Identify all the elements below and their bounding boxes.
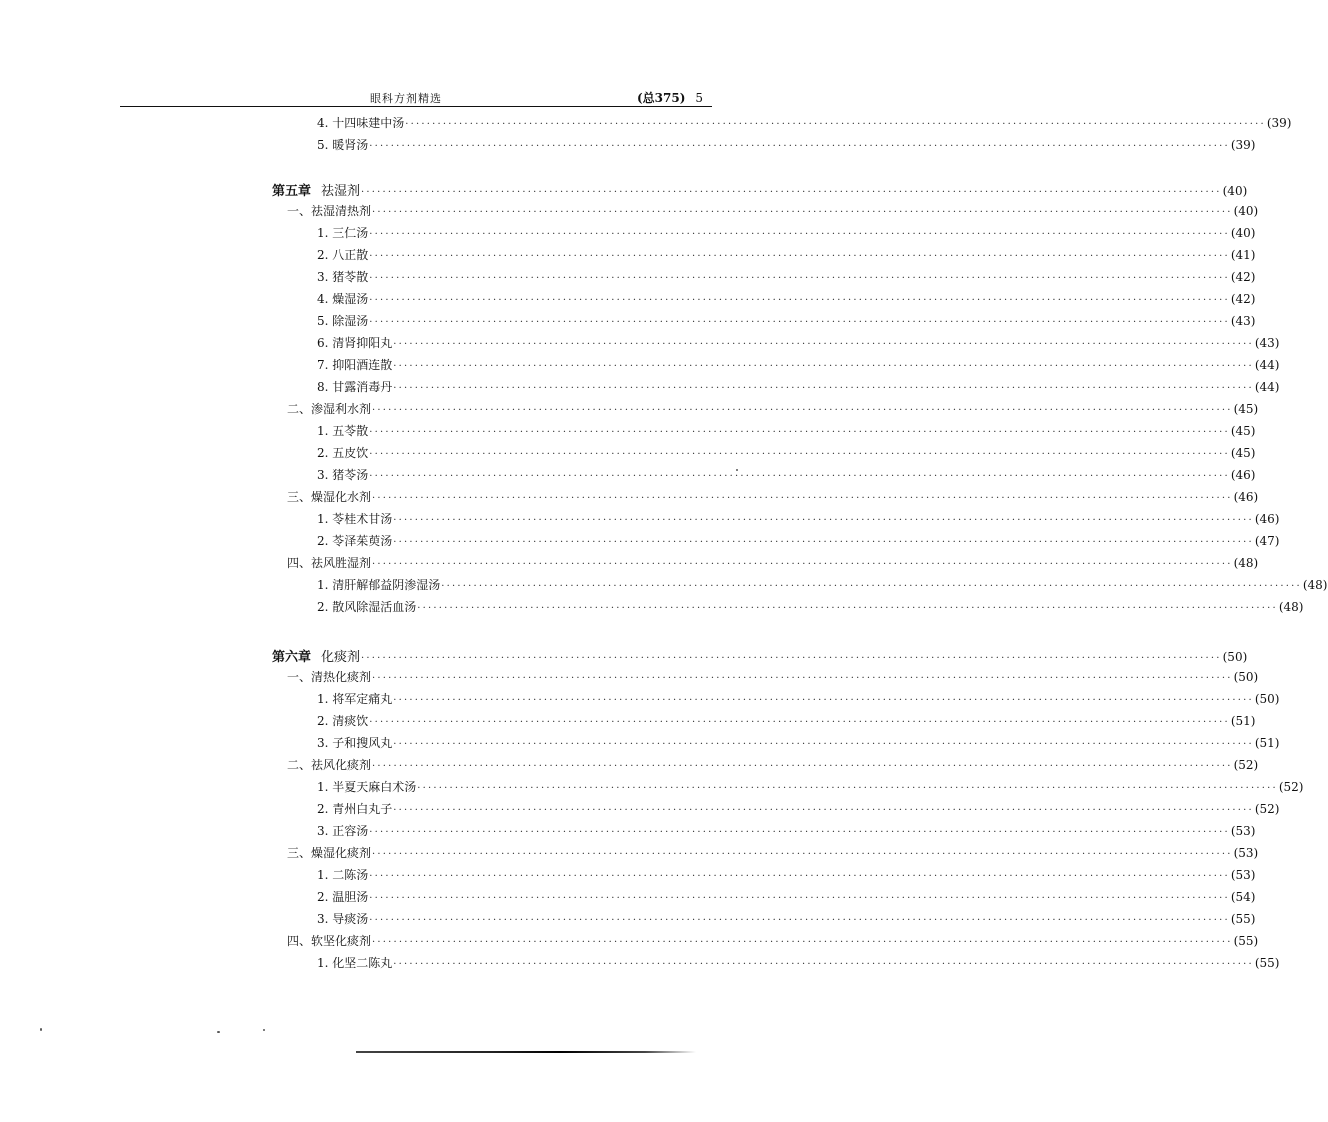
- toc-page-ref: (51): [1230, 714, 1256, 728]
- leader-dots: ································································································································································: [369, 273, 1230, 284]
- leader-dots: ································································································································································: [372, 673, 1233, 684]
- leader-dots: ································································································································································: [369, 427, 1230, 438]
- toc-item-entry: [317, 532, 1280, 552]
- toc-page-ref: (46): [1233, 490, 1259, 504]
- toc-page-ref: (54): [1230, 890, 1256, 904]
- leader-dots: ································································································································································: [393, 959, 1254, 970]
- leader-dots: ································································································································································: [393, 383, 1254, 394]
- toc-entry-label: 四、软坚化痰剂: [287, 934, 372, 948]
- toc-page-ref: (48): [1302, 578, 1328, 592]
- leader-dots: ································································································································································: [372, 493, 1233, 504]
- footer-rule: [356, 1051, 696, 1053]
- toc-page-ref: (50): [1233, 670, 1259, 684]
- leader-dots: ································································································································································: [405, 119, 1266, 130]
- toc-page-ref: (42): [1230, 270, 1256, 284]
- leader-dots: ································································································································································: [372, 405, 1233, 416]
- toc-item-entry: [317, 268, 1256, 288]
- leader-dots: ································································································································································: [393, 339, 1254, 350]
- toc-page-ref: (41): [1230, 248, 1256, 262]
- toc-item-entry: [317, 114, 1292, 134]
- toc-entry-label: 二、祛风化痰剂: [287, 758, 372, 772]
- toc-section-entry: [287, 400, 1259, 420]
- leader-dots: ································································································································································: [393, 537, 1254, 548]
- toc-entry-label: [272, 646, 361, 665]
- toc-item-entry: [317, 576, 1328, 596]
- toc-item-entry: [317, 246, 1256, 266]
- toc-item-entry: [317, 312, 1256, 332]
- toc-page-ref: (47): [1254, 534, 1280, 548]
- leader-dots: ································································································································································: [361, 653, 1222, 664]
- toc-entry-label: 2. 苓泽茱萸汤: [317, 534, 393, 548]
- toc-entry-label: 三、燥湿化痰剂: [287, 846, 372, 860]
- toc-page-ref: (55): [1230, 912, 1256, 926]
- chapter-number: 第六章: [272, 650, 312, 665]
- leader-dots: ································································································································································: [369, 893, 1230, 904]
- toc-entry-label: 3. 正容汤: [317, 824, 369, 838]
- toc-entry-label: [272, 180, 361, 199]
- toc-section-entry: [287, 554, 1259, 574]
- leader-dots: ································································································································································: [369, 717, 1230, 728]
- toc-item-entry: [317, 888, 1256, 908]
- toc-section-entry: [287, 202, 1259, 222]
- toc-page-ref: (43): [1254, 336, 1280, 350]
- toc-item-entry: [317, 224, 1256, 244]
- toc-page-ref: (46): [1230, 468, 1256, 482]
- toc-entry-label: 2. 散风除湿活血汤: [317, 600, 417, 614]
- toc-page-ref: (51): [1254, 736, 1280, 750]
- toc-page-ref: (43): [1230, 314, 1256, 328]
- toc-entry-label: 8. 甘露消毒丹: [317, 380, 393, 394]
- leader-dots: ································································································································································: [369, 251, 1230, 262]
- toc-entry-label: 1. 化坚二陈丸: [317, 956, 393, 970]
- toc-entry-label: 4. 十四味建中汤: [317, 116, 405, 130]
- toc-item-entry: [317, 510, 1280, 530]
- toc-entry-label: 3. 导痰汤: [317, 912, 369, 926]
- toc-page-ref: (40): [1222, 184, 1248, 198]
- toc-page-ref: (46): [1254, 512, 1280, 526]
- page-number: 5: [695, 91, 704, 105]
- chapter-title: 化痰剂: [321, 650, 361, 665]
- toc-page-ref: (53): [1233, 846, 1259, 860]
- scan-speck: [217, 1031, 220, 1033]
- toc-page-ref: (48): [1278, 600, 1304, 614]
- toc-item-entry: [317, 466, 1256, 486]
- toc-page-ref: (50): [1254, 692, 1280, 706]
- toc-chapter-entry: [272, 646, 1248, 666]
- toc-entry-label: 1. 将军定痛丸: [317, 692, 393, 706]
- toc-entry-label: 2. 五皮饮: [317, 446, 369, 460]
- leader-dots: ································································································································································: [369, 229, 1230, 240]
- chapter-title: 祛湿剂: [321, 184, 361, 199]
- toc-entry-label: 5. 除湿汤: [317, 314, 369, 328]
- leader-dots: ································································································································································: [369, 317, 1230, 328]
- toc-entry-label: 2. 青州白丸子: [317, 802, 393, 816]
- toc-entry-label: 1. 五苓散: [317, 424, 369, 438]
- header-rule: [120, 106, 712, 107]
- toc-entry-label: 4. 燥湿汤: [317, 292, 369, 306]
- toc-section-entry: [287, 844, 1259, 864]
- toc-page-ref: (39): [1230, 138, 1256, 152]
- toc-item-entry: [317, 690, 1280, 710]
- toc-entry-label: 7. 抑阳酒连散: [317, 358, 393, 372]
- toc-page-ref: (53): [1230, 824, 1256, 838]
- leader-dots: ································································································································································: [372, 761, 1233, 772]
- toc-item-entry: [317, 800, 1280, 820]
- toc-entry-label: 一、祛湿清热剂: [287, 204, 372, 218]
- leader-dots: ································································································································································: [369, 471, 1230, 482]
- toc-item-entry: [317, 866, 1256, 886]
- toc-item-entry: [317, 136, 1256, 156]
- leader-dots: ································································································································································: [372, 849, 1233, 860]
- running-title: 眼科方剂精选: [370, 92, 442, 105]
- toc-item-entry: [317, 334, 1280, 354]
- leader-dots: ································································································································································: [372, 937, 1233, 948]
- toc-item-entry: [317, 822, 1256, 842]
- toc-item-entry: [317, 444, 1256, 464]
- leader-dots: ································································································································································: [361, 187, 1222, 198]
- toc-entry-label: 四、祛风胜湿剂: [287, 556, 372, 570]
- toc-entry-label: 一、清热化痰剂: [287, 670, 372, 684]
- leader-dots: ································································································································································: [417, 603, 1278, 614]
- toc-page-ref: (52): [1254, 802, 1280, 816]
- toc-page-ref: (40): [1230, 226, 1256, 240]
- toc-entry-label: 2. 温胆汤: [317, 890, 369, 904]
- toc-entry-label: 1. 二陈汤: [317, 868, 369, 882]
- toc-page-ref: (45): [1230, 424, 1256, 438]
- toc-item-entry: [317, 734, 1280, 754]
- leader-dots: ································································································································································: [369, 449, 1230, 460]
- leader-dots: ································································································································································: [393, 739, 1254, 750]
- toc-item-entry: [317, 910, 1256, 930]
- toc-page-ref: (50): [1222, 650, 1248, 664]
- toc-entry-label: 5. 暖肾汤: [317, 138, 369, 152]
- toc-entry-label: 1. 半夏天麻白术汤: [317, 780, 417, 794]
- toc-page-ref: (45): [1233, 402, 1259, 416]
- toc-entry-label: 三、燥湿化水剂: [287, 490, 372, 504]
- toc-page-ref: (44): [1254, 380, 1280, 394]
- leader-dots: ································································································································································: [393, 361, 1254, 372]
- toc-item-entry: [317, 422, 1256, 442]
- scan-speck: [40, 1028, 42, 1031]
- toc-page-ref: (39): [1266, 116, 1292, 130]
- toc-page-ref: (52): [1278, 780, 1304, 794]
- toc-entry-label: 2. 八正散: [317, 248, 369, 262]
- leader-dots: ································································································································································: [393, 695, 1254, 706]
- toc-section-entry: [287, 756, 1259, 776]
- chapter-number: 第五章: [272, 184, 312, 199]
- toc-entry-label: 1. 三仁汤: [317, 226, 369, 240]
- toc-item-entry: [317, 712, 1256, 732]
- toc-page-ref: (40): [1233, 204, 1259, 218]
- toc-page-ref: (53): [1230, 868, 1256, 882]
- toc-entry-label: 3. 猪苓汤: [317, 468, 369, 482]
- leader-dots: ································································································································································: [369, 915, 1230, 926]
- toc-page-ref: (42): [1230, 292, 1256, 306]
- leader-dots: ································································································································································: [393, 515, 1254, 526]
- page-number-group: [637, 89, 703, 106]
- toc-item-entry: [317, 778, 1304, 798]
- toc-page-ref: (45): [1230, 446, 1256, 460]
- toc-page-ref: (44): [1254, 358, 1280, 372]
- toc-item-entry: [317, 290, 1256, 310]
- toc-page-ref: (52): [1233, 758, 1259, 772]
- toc-entry-label: 3. 猪苓散: [317, 270, 369, 284]
- toc-entry-label: 1. 清肝解郁益阴渗湿汤: [317, 578, 441, 592]
- toc-section-entry: [287, 668, 1259, 688]
- toc-entry-label: 二、渗湿利水剂: [287, 402, 372, 416]
- leader-dots: ································································································································································: [417, 783, 1278, 794]
- leader-dots: ································································································································································: [441, 581, 1302, 592]
- toc-entry-label: 1. 苓桂术甘汤: [317, 512, 393, 526]
- toc-item-entry: [317, 356, 1280, 376]
- toc-item-entry: [317, 598, 1304, 618]
- toc-item-entry: [317, 954, 1280, 974]
- toc-entry-label: 2. 清痰饮: [317, 714, 369, 728]
- leader-dots: ································································································································································: [369, 871, 1230, 882]
- leader-dots: ································································································································································: [369, 295, 1230, 306]
- toc-page-ref: (55): [1233, 934, 1259, 948]
- toc-section-entry: [287, 488, 1259, 508]
- toc-entry-label: 6. 清肾抑阳丸: [317, 336, 393, 350]
- toc-item-entry: [317, 378, 1280, 398]
- toc-entry-label: 3. 子和搜风丸: [317, 736, 393, 750]
- leader-dots: ································································································································································: [369, 141, 1230, 152]
- total-page-number: (总375): [637, 91, 686, 105]
- toc-section-entry: [287, 932, 1259, 952]
- toc-chapter-entry: [272, 180, 1248, 200]
- scan-speck: [263, 1029, 265, 1031]
- leader-dots: ································································································································································: [372, 559, 1233, 570]
- leader-dots: ································································································································································: [372, 207, 1233, 218]
- toc-page-ref: (55): [1254, 956, 1280, 970]
- scan-speck: [736, 469, 738, 471]
- leader-dots: ································································································································································: [369, 827, 1230, 838]
- toc-page-ref: (48): [1233, 556, 1259, 570]
- leader-dots: ································································································································································: [393, 805, 1254, 816]
